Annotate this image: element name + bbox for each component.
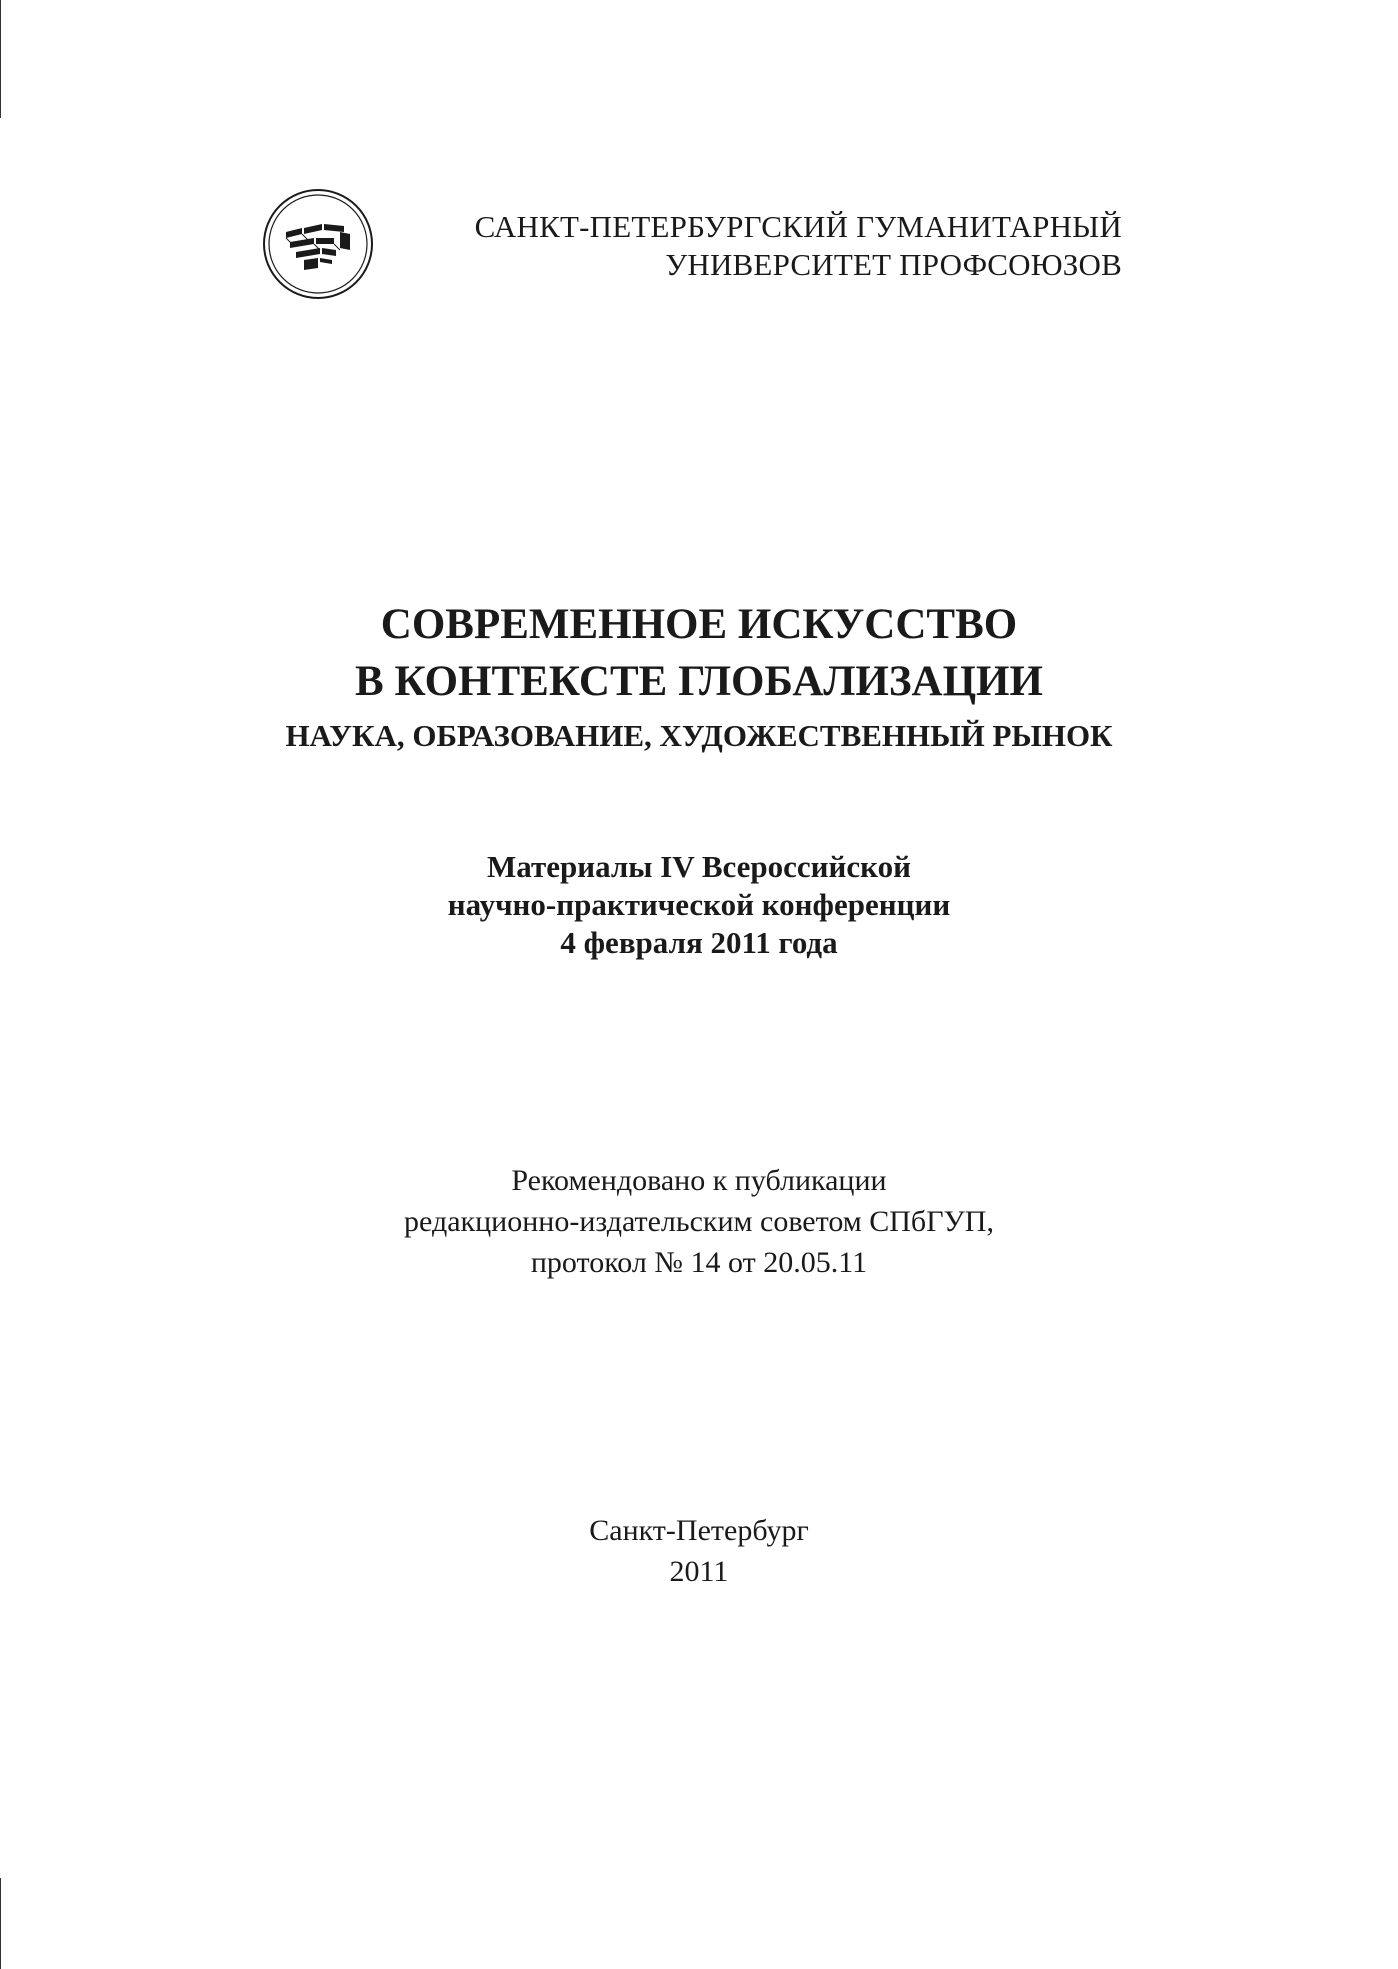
conference-info-line2: научно-практической конференции xyxy=(447,887,951,922)
university-name-line2: УНИВЕРСИТЕТ ПРОФСОЮЗОВ xyxy=(665,247,1122,282)
publication-recommendation xyxy=(0,1160,1398,1283)
title-page-header xyxy=(262,188,1122,308)
book-title-line1: СОВРЕМЕННОЕ ИСКУССТВО xyxy=(380,601,1018,648)
crop-mark-top xyxy=(0,0,1,118)
book-title xyxy=(0,596,1398,756)
imprint-city: Санкт-Петербург xyxy=(589,1514,809,1547)
university-emblem-icon xyxy=(262,188,374,300)
recommendation-line2: редакционно-издательским советом СПбГУП, xyxy=(404,1205,994,1238)
recommendation-line1: Рекомендовано к публикации xyxy=(511,1164,887,1197)
crop-mark-bottom xyxy=(0,1878,1,1969)
imprint-year: 2011 xyxy=(669,1555,729,1588)
imprint xyxy=(0,1510,1398,1592)
conference-info xyxy=(0,848,1398,962)
university-name-line1: САНКТ-ПЕТЕРБУРГСКИЙ ГУМАНИТАРНЫЙ xyxy=(474,209,1122,244)
conference-date: 4 февраля 2011 года xyxy=(560,925,838,960)
conference-info-line1: Материалы IV Всероссийской xyxy=(487,849,911,884)
recommendation-line3: протокол № 14 от 20.05.11 xyxy=(530,1246,868,1279)
book-title-line2: В КОНТЕКСТЕ ГЛОБАЛИЗАЦИИ xyxy=(355,658,1043,705)
book-subtitle: НАУКА, ОБРАЗОВАНИЕ, ХУДОЖЕСТВЕННЫЙ РЫНОК xyxy=(285,718,1113,753)
university-name xyxy=(475,208,1122,284)
